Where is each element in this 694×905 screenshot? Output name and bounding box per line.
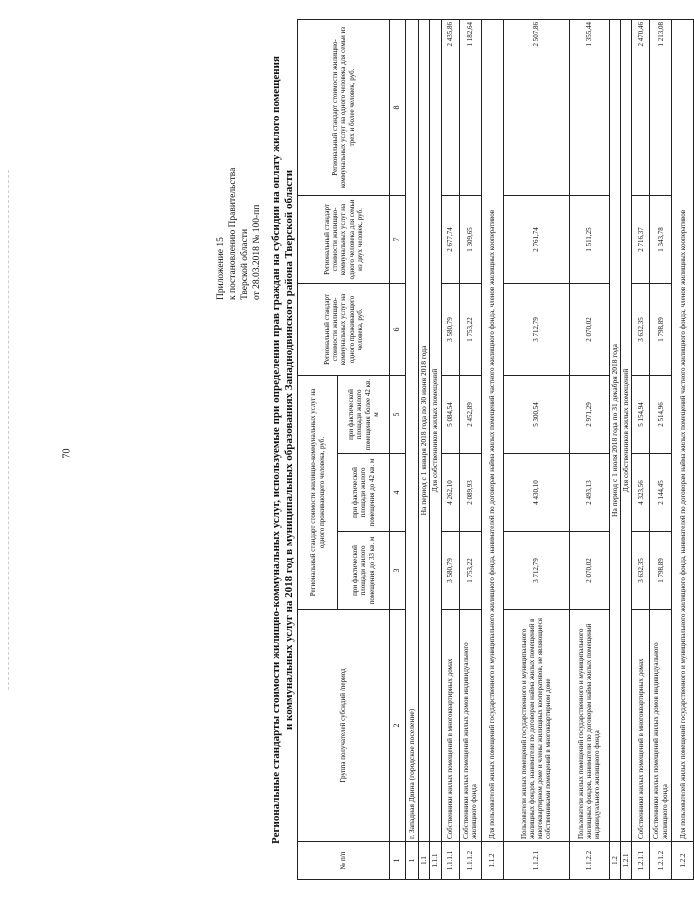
header-sub3: при фактической площади жилого помещения более 42 кв. м [338,375,390,453]
value-cell: 5 084,54 [441,375,459,453]
col-number: 2 [390,610,406,842]
table-row [569,19,609,879]
section-title: г. Западная Двина (городское поселение) [406,19,419,841]
value-cell: 4 323,56 [632,454,650,532]
col-number: 4 [390,454,406,532]
header-single-person: Региональный стандарт стоимости жилищно-коммунальных услуг на одного проживающего человека, руб. [298,375,338,609]
period-num: 1.1 [419,842,430,880]
header-col6: Региональный стандарт стоимости жилищно-коммунальных услуг на одного проживающего человека, руб. [298,283,390,375]
value-cell: 4 262,10 [441,454,459,532]
header-group: Группа получателей субсидий /период [298,610,390,842]
row-group: Для пользователей жилых помещений государственного и муниципального жилищного фонда, нанимателей по договорам найма жилых помещений частного жилищного фонда, членов жилищных кооперативов [672,19,694,841]
value-cell: 2 452,89 [459,375,481,453]
period-label: На период с 1 июля 2018 года по 31 декабря 2018 года [609,19,620,841]
col-number: 3 [390,532,406,610]
value-cell: 1 798,89 [650,283,672,375]
table-row [441,19,459,879]
scan-margin-mark [8,170,10,690]
row-group: Собственники жилых помещений в многоквартирных домах [632,610,650,842]
column-number-row [390,19,406,879]
table-row [672,19,694,879]
standards-table [297,19,694,880]
row-group: Собственники жилых помещений жилых домов индивидуального жилищного фонда [650,610,672,842]
subgroup-row [430,19,441,879]
value-cell: 3 580,79 [441,532,459,610]
row-group: Собственники жилых помещений в многоквартирных домах [441,610,459,842]
value-cell: 4 430,10 [503,454,569,532]
table-row [632,19,650,879]
section-row [406,19,419,879]
col-number: 5 [390,375,406,453]
period-row [419,19,430,879]
value-cell: 1 343,78 [650,195,672,283]
row-num: 1.2.1.1 [632,842,650,880]
value-cell: 1 753,22 [459,532,481,610]
subgroup-label: Для собственников жилых помещений [620,19,631,841]
annex-line: к постановлению Правительства [228,167,238,300]
value-cell: 2 761,74 [503,195,569,283]
value-cell: 2 971,29 [569,375,609,453]
row-group: Пользователи жилых помещений государственного и муниципального жилищных фондов, наниматели по договорам найма жилых помещений в многоквартирном доме и члены жилищных кооперативов, не являющиеся собственниками помещений в многоквартирном доме [503,610,569,842]
col-number: 1 [390,842,406,880]
value-cell: 1 355,44 [569,19,609,195]
value-cell: 3 712,79 [503,283,569,375]
rotated-page-content [75,15,687,890]
value-cell: 2 507,86 [503,19,569,195]
row-num: 1.2.1.2 [650,842,672,880]
value-cell: 2 677,74 [441,195,459,283]
table-row [459,19,481,879]
value-cell: 3 580,79 [441,283,459,375]
row-num: 1.1.2.1 [503,842,569,880]
value-cell: 1 798,89 [650,532,672,610]
header-sub1: при фактической площади жилого помещения до 33 кв. м [338,532,390,610]
period-row [609,19,620,879]
value-cell: 1 309,65 [459,195,481,283]
page-number: 70 [61,448,73,459]
value-cell: 1 213,08 [650,19,672,195]
header-row [298,19,338,879]
row-group: Собственники жилых помещений жилых домов индивидуального жилищного фонда [459,610,481,842]
header-num: № п/п [298,842,390,880]
annex-block [215,30,263,300]
col-number: 7 [390,195,406,283]
value-cell: 5 154,94 [632,375,650,453]
table-row [481,19,503,879]
period-num: 1.2 [609,842,620,880]
table-row [650,19,672,879]
row-num: 1.2.2 [672,842,694,880]
header-col8: Региональный стандарт стоимости жилищно-коммунальных услуг на одного человека для семьи из трех и более человек, руб. [298,19,390,195]
row-num: 1.1.2.2 [569,842,609,880]
title-line-2: и коммунальных услуг на 2018 год в муниципальных образованиях Западнодвинского района Тверской области [283,169,295,731]
value-cell: 2 070,02 [569,532,609,610]
col-number: 6 [390,283,406,375]
value-cell: 3 712,79 [503,532,569,610]
period-label: На период с 1 января 2018 года по 30 июня 2018 года [419,19,430,841]
col-number: 8 [390,19,406,195]
value-cell: 3 632,35 [632,532,650,610]
subgroup-label: Для собственников жилых помещений [430,19,441,841]
value-cell: 2 470,46 [632,19,650,195]
row-num: 1.1.1.2 [459,842,481,880]
header-sub2: при фактической площади жилого помещения до 42 кв. м [338,454,390,532]
value-cell: 1 753,22 [459,283,481,375]
table-row [503,19,569,879]
title-line-1: Региональные стандарты стоимости жилищно-коммунальных услуг, используемые при определении прав граждан на субсидии на оплату жилого помещения [270,56,282,844]
value-cell: 1 511,25 [569,195,609,283]
header-col7: Региональный стандарт стоимости жилищно-коммунальных услуг на одного человека для семьи из двух человек, руб. [298,195,390,283]
value-cell: 5 300,54 [503,375,569,453]
value-cell: 2 514,96 [650,375,672,453]
row-group: Для пользователей жилых помещений государственного и муниципального жилищного фонда, нанимателей по договорам найма жилых помещений частного жилищного фонда, членов жилищных кооперативов [481,19,503,841]
value-cell: 1 182,64 [459,19,481,195]
annex-line: Приложение 15 [216,237,226,300]
document-title [270,20,296,880]
value-cell: 2 089,93 [459,454,481,532]
value-cell: 3 632,35 [632,283,650,375]
annex-line: Тверской области [240,228,250,300]
annex-line: от 28.03.2018 № 100-пп [252,204,262,300]
value-cell: 2 716,37 [632,195,650,283]
subgroup-num: 1.2.1 [620,842,631,880]
row-num: 1.1.1.1 [441,842,459,880]
section-num: 1 [406,842,419,880]
row-num: 1.1.2 [481,842,503,880]
value-cell: 2 435,86 [441,19,459,195]
row-group: Пользователи жилых помещений государственного и муниципального жилищных фондов, наниматели по договорам найма жилых помещений индивидуального жилищного фонда [569,610,609,842]
subgroup-num: 1.1.1 [430,842,441,880]
value-cell: 2 070,02 [569,283,609,375]
value-cell: 2 144,45 [650,454,672,532]
value-cell: 2 493,13 [569,454,609,532]
subgroup-row [620,19,631,879]
